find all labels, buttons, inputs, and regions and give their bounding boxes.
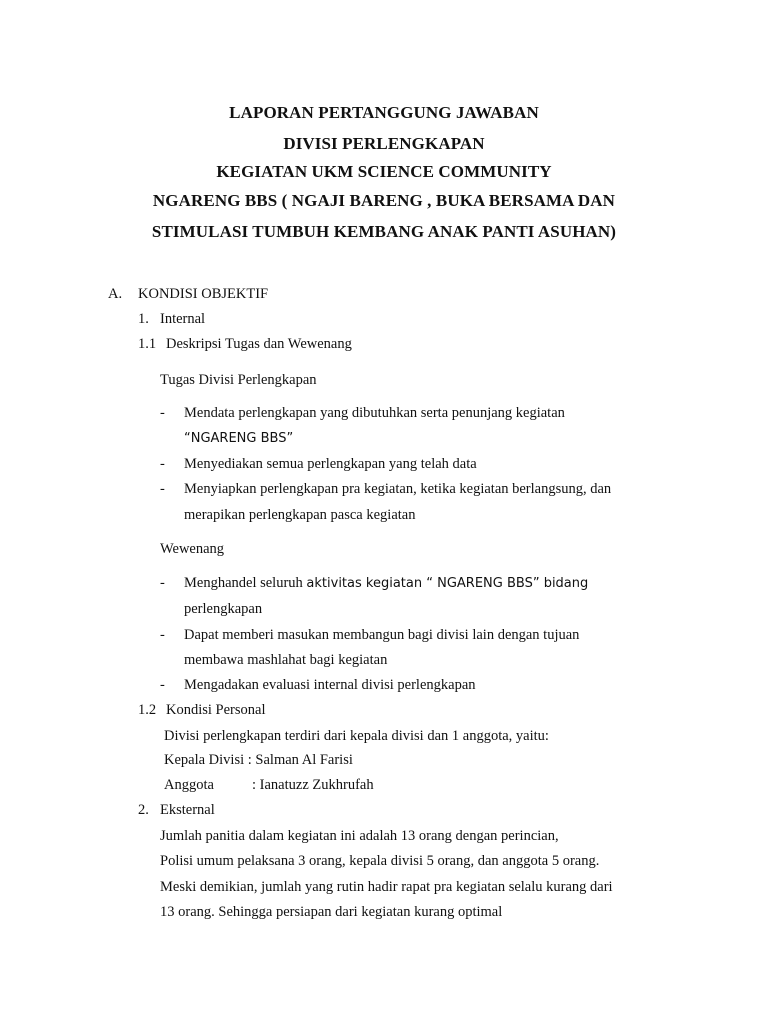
eksternal-line-2: Polisi umum pelaksana 3 orang, kepala divisi 5 orang, dan anggota 5 orang.: [160, 853, 600, 869]
wewenang-item-3-line-1: Mengadakan evaluasi internal divisi perlengkapan: [184, 677, 476, 693]
tugas-item-1-line-1: Mendata perlengkapan yang dibutuhkan serta penunjang kegiatan: [184, 405, 565, 421]
title-line-1: LAPORAN PERTANGGUNG JAWABAN: [229, 103, 539, 122]
title-line-4: NGARENG BBS ( NGAJI BARENG , BUKA BERSAMA DAN: [152, 191, 616, 210]
tugas-item-1-line-2: “NGARENG BBS”: [184, 431, 294, 446]
wewenang-item-2-dash: -: [160, 627, 165, 643]
anggota-label: Anggota: [164, 777, 214, 793]
eksternal-label: Eksternal: [160, 802, 215, 818]
section-a-marker: A.: [108, 286, 123, 302]
eksternal-line-4: 13 orang. Sehingga persiapan dari kegiatan kurang optimal: [160, 904, 503, 920]
wewenang-heading: Wewenang: [160, 541, 225, 557]
tugas-item-2-dash: -: [160, 456, 165, 472]
personal-intro: Divisi perlengkapan terdiri dari kepala divisi dan 1 anggota, yaitu:: [164, 728, 549, 744]
eksternal-marker: 2.: [138, 802, 149, 818]
eksternal-line-3: Meski demikian, jumlah yang rutin hadir rapat pra kegiatan selalu kurang dari: [160, 879, 613, 895]
kepala-divisi: Kepala Divisi : Salman Al Farisi: [164, 752, 353, 768]
tugas-item-1-dash: -: [160, 405, 165, 421]
internal-label: Internal: [160, 311, 206, 327]
tugas-heading: Tugas Divisi Perlengkapan: [160, 372, 317, 388]
wewenang-item-3-dash: -: [160, 677, 165, 693]
sub-1-1-label: Deskripsi Tugas dan Wewenang: [166, 336, 352, 352]
section-a-heading: KONDISI OBJEKTIF: [138, 286, 269, 302]
eksternal-line-1: Jumlah panitia dalam kegiatan ini adalah 13 orang dengan perincian,: [160, 828, 559, 844]
title-line-3: KEGIATAN UKM SCIENCE COMMUNITY: [216, 162, 552, 181]
wewenang-item-1-line-1-b: aktivitas kegiatan “ NGARENG BBS” bidang: [306, 576, 589, 591]
wewenang-item-2-line-1: Dapat memberi masukan membangun bagi divisi lain dengan tujuan: [184, 627, 580, 643]
wewenang-item-1-line-2: perlengkapan: [184, 601, 263, 617]
wewenang-item-1-line-1: [184, 576, 588, 591]
sub-1-2-marker: 1.2: [138, 702, 157, 718]
tugas-item-3-dash: -: [160, 481, 165, 497]
title-line-5: STIMULASI TUMBUH KEMBANG ANAK PANTI ASUHAN): [151, 222, 617, 241]
tugas-item-3-line-2: merapikan perlengkapan pasca kegiatan: [184, 507, 416, 523]
wewenang-item-2-line-2: membawa mashlahat bagi kegiatan: [184, 652, 388, 668]
sub-1-2-label: Kondisi Personal: [166, 702, 266, 718]
sub-1-1-marker: 1.1: [138, 336, 157, 352]
title-line-2: DIVISI PERLENGKAPAN: [283, 134, 485, 153]
tugas-item-3-line-1: Menyiapkan perlengkapan pra kegiatan, ketika kegiatan berlangsung, dan: [184, 481, 612, 497]
wewenang-item-1-line-1-a: Menghandel seluruh: [184, 575, 307, 591]
anggota-value: : Ianatuzz Zukhrufah: [252, 777, 374, 793]
tugas-item-2-line-1: Menyediakan semua perlengkapan yang telah data: [184, 456, 477, 472]
wewenang-item-1-dash: -: [160, 575, 165, 591]
internal-marker: 1.: [138, 311, 149, 327]
